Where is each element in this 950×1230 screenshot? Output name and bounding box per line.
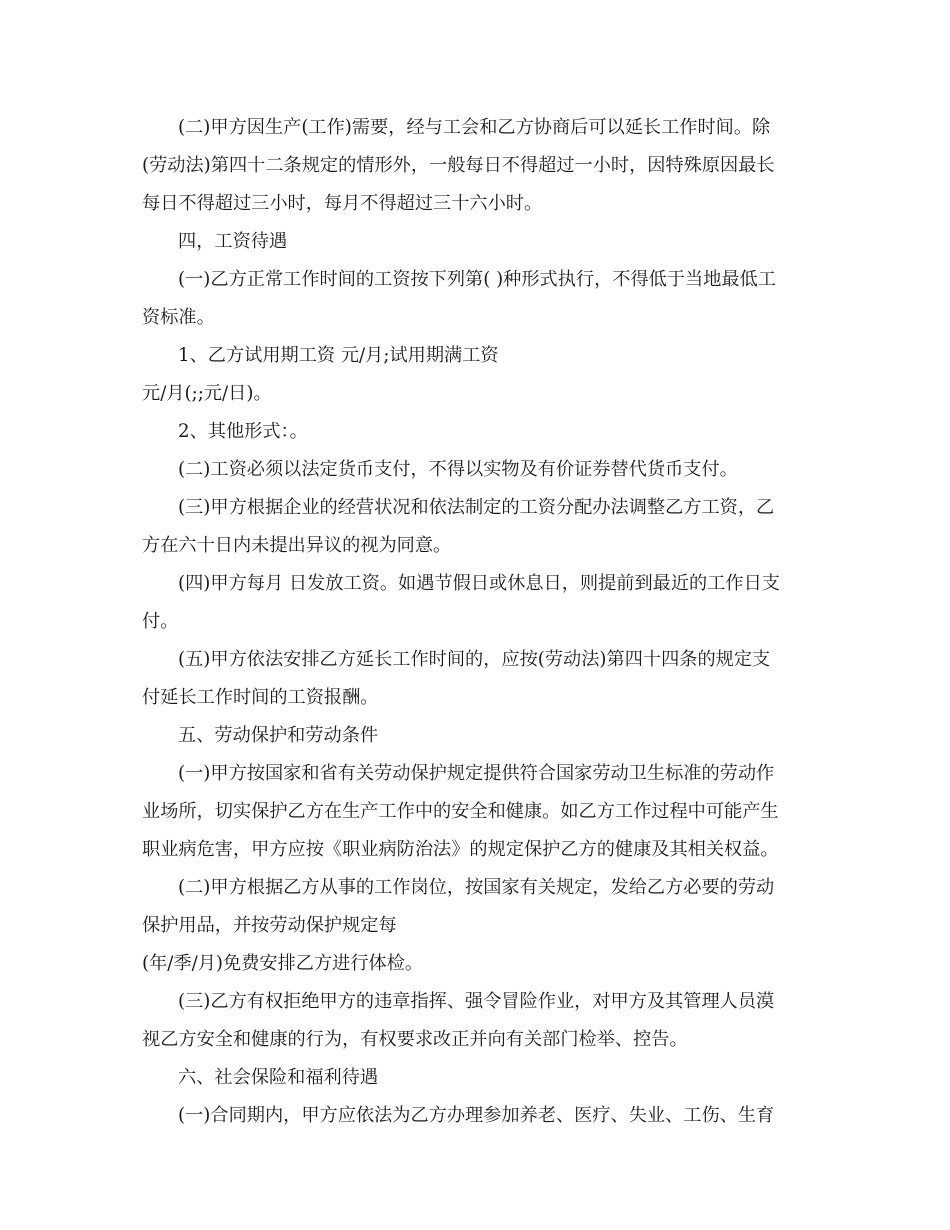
paragraph-line: (二)工资必须以法定货币支付，不得以实物及有价证券替代货币支付。 [178,459,738,480]
paragraph-line: 方在六十日内未提出异议的视为同意。 [142,535,452,556]
paragraph-line: 付。 [142,611,179,632]
paragraph-line: (一)乙方正常工作时间的工资按下列第( )种形式执行，不得低于当地最低工 [178,269,776,290]
paragraph-line: 保护用品，并按劳动保护规定每 [142,915,397,936]
paragraph-line: 资标准。 [142,307,215,328]
paragraph-line: (一)合同期内，甲方应依法为乙方办理参加养老、医疗、失业、工伤、生育 [178,1105,775,1126]
paragraph-line: (二)甲方根据乙方从事的工作岗位，按国家有关规定，发给乙方必要的劳动 [178,877,775,898]
paragraph-line: (五)甲方依法安排乙方延长工作时间的，应按(劳动法)第四十四条的规定支 [178,649,771,670]
paragraph-line: (劳动法)第四十二条规定的情形外，一般每日不得超过一小时，因特殊原因最长 [142,155,775,176]
paragraph-line: 2、其他形式：。 [178,421,308,442]
section-heading: 四，工资待遇 [178,231,288,252]
paragraph-line: 每日不得超过三小时，每月不得超过三十六小时。 [142,193,543,214]
paragraph-line: (三)乙方有权拒绝甲方的违章指挥、强令冒险作业，对甲方及其管理人员漠 [178,991,775,1012]
section-heading: 五、劳动保护和劳动条件 [178,725,379,746]
paragraph-line: 职业病危害，甲方应按《职业病防治法》的规定保护乙方的健康及其相关权益。 [142,839,779,860]
section-heading: 六、社会保险和福利待遇 [178,1067,379,1088]
paragraph-line: (二)甲方因生产(工作)需要，经与工会和乙方协商后可以延长工作时间。除 [178,117,771,138]
paragraph-line: 付延长工作时间的工资报酬。 [142,687,379,708]
paragraph-line: 元/月(;;元/日)。 [142,383,272,404]
paragraph-line: (三)甲方根据企业的经营状况和依法制定的工资分配办法调整乙方工资，乙 [178,497,775,518]
paragraph-line: 业场所，切实保护乙方在生产工作中的安全和健康。如乙方工作过程中可能产生 [142,801,779,822]
paragraph-line: 视乙方安全和健康的行为，有权要求改正并向有关部门检举、控告。 [142,1029,688,1050]
paragraph-line: (一)甲方按国家和省有关劳动保护规定提供符合国家劳动卫生标准的劳动作 [178,763,775,784]
paragraph-line: 1、乙方试用期工资 元/月;试用期满工资 [178,345,499,366]
paragraph-line: (四)甲方每月 日发放工资。如遇节假日或休息日，则提前到最近的工作日支 [178,573,780,594]
paragraph-line: (年/季/月)免费安排乙方进行体检。 [142,953,424,974]
